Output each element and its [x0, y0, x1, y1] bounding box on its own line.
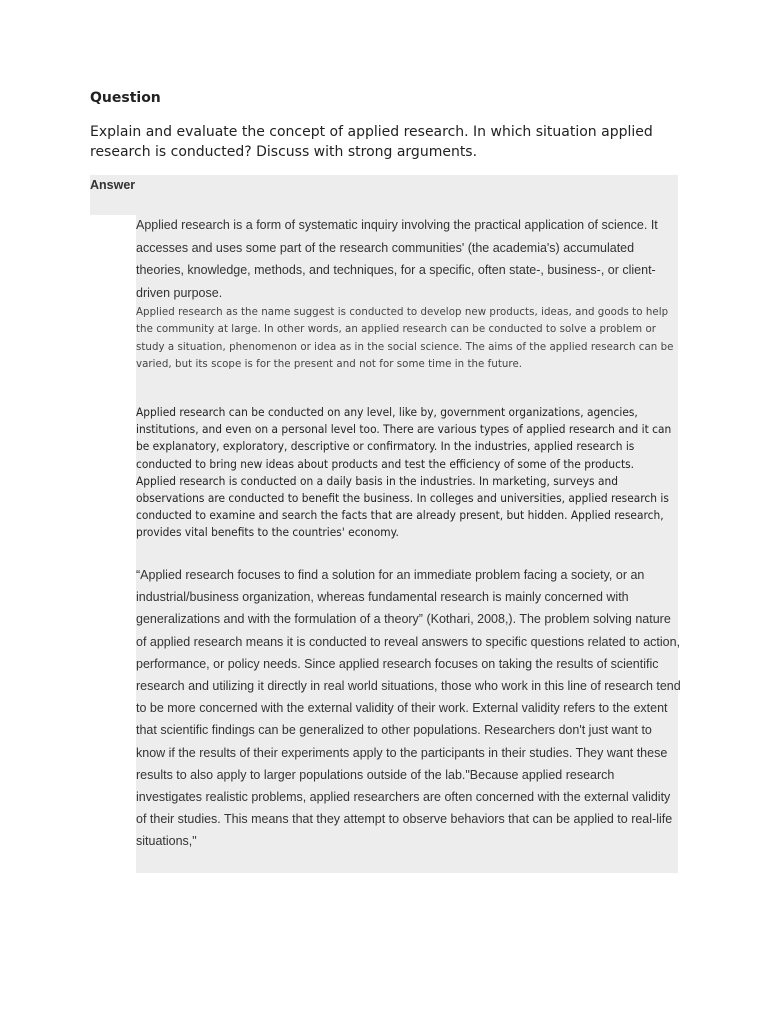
answer-paragraph-purpose: Applied research as the name suggest is conducted to develop new products, ideas, and goods to help the community at large. In other words, an applied research can be conducted to solve a problem or study a situation, phenomenon or idea as in the social science. The aims of the applied research can be varied, but its scope is for the present and not for some time in the future.	[136, 305, 674, 370]
question-text: Explain and evaluate the concept of applied research. In which situation applied research is conducted? Discuss with strong arguments.	[90, 124, 653, 160]
answer-header-background	[90, 175, 678, 215]
answer-paragraph-levels: Applied research can be conducted on any level, like by, government organizations, agencies, institutions, and even on a personal level too. There are various types of applied research and it can be explanatory, exploratory, descriptive or confirmatory. In the industries, applied research is conducted to bring new ideas about products and test the efficiency of some of the products. Applied research is conducted on a daily basis in the industries. In marketing, surveys and observations are conducted to benefit the business. In colleges and universities, applied research is conducted to examine and search the facts that are already present, but hidden. Applied research, provides vital benefits to the countries' economy.	[136, 405, 672, 540]
question-heading: Question	[90, 90, 161, 106]
answer-paragraph-definition: Applied research is a form of systematic inquiry involving the practical application of science. It accesses and uses some part of the research communities' (the academia's) accumulated theories, knowledge, methods, and techniques, for a specific, often state-, business-, or client-driven purpose.	[136, 218, 658, 300]
answer-label: Answer	[90, 178, 136, 192]
answer-paragraph-quote: “Applied research focuses to find a solution for an immediate problem facing a society, or an industrial/business organization, whereas fundamental research is mainly concerned with generalizations and with the formulation of a theory” (Kothari, 2008,). The problem solving nature of applied research means it is conducted to reveal answers to specific questions related to action, performance, or policy needs. Since applied research focuses on taking the results of scientific research and utilizing it directly in real world situations, those who work in this line of research tend to be more concerned with the external validity of their work. External validity refers to the extent that scientific findings can be generalized to other populations. Researchers don't just want to know if the results of their experiments apply to the participants in their studies. They want these results to also apply to larger populations outside of the lab."Because applied research investigates realistic problems, applied researchers are often concerned with the external validity of their studies. This means that they attempt to observe behaviors that can be applied to real-life situations,"	[136, 568, 681, 849]
